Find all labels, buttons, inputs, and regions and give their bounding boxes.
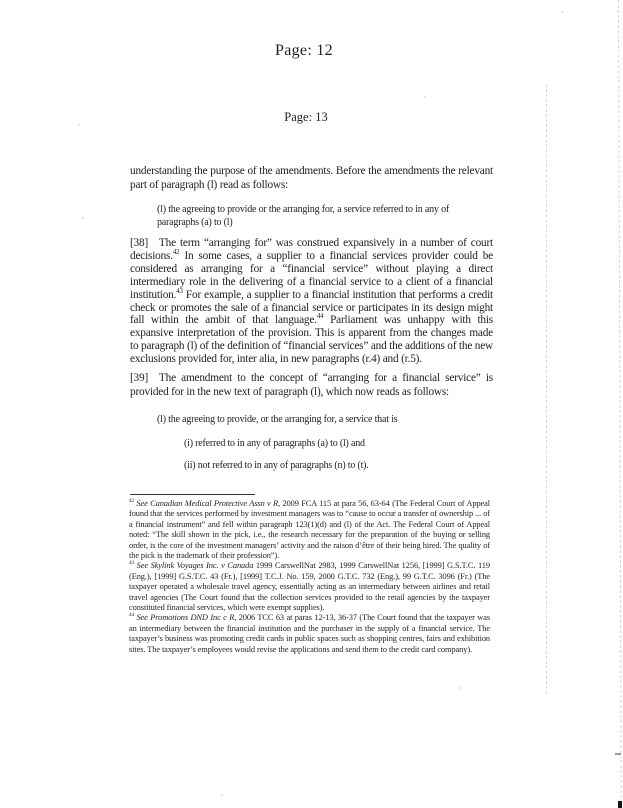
footnote-44: $^{44}$ See Promotions DND Inc c R, 2006 TCC 63 at paras 12-13, 36-37 (The Court found that the taxpayer was an intermediary between the financial institution and the purchaser in the supply of a financial service. The taxpayer’s business was promoting credit cards in public spaces such as shopping centres, fairs and exhibition sites. The taxpayer’s employees would revise the applications and send them to the credit card company).	[129, 612, 490, 654]
footnotes-block	[129, 499, 490, 655]
footnote-42: $^{42}$ See Canadian Medical Protective Assn v R, 2009 FCA 115 at para 56, 63-64 (The Federal Court of Appeal found that the services performed by investment managers was to “cause to occur a transfer of ownership ... of a financial instrument” and fell within paragraph 123(1)(d) and (l) of the Act. The Federal Court of Appeal noted: “The skill shown in the pick, i.e., the research necessary for the preparation of the buying or selling order, is the core of the investment managers’ activity and the raison d’être of their being hired. The quality of the pick is the trademark of their profession”).	[129, 498, 490, 561]
blockquote-subparagraph-i: (i) referred to in any of paragraphs (a) to (l) and	[184, 438, 365, 449]
page-13-header: Page: 13	[284, 110, 328, 124]
page-12-header: Page: 12	[275, 42, 333, 59]
scan-speck	[82, 217, 84, 219]
scan-speck	[460, 687, 462, 689]
paragraph-38: [38] The term “arranging for” was construed expansively in a number of court decisions.$^{42}$ In some cases, a supplier to a financial services provider could be considered as arranging for a “financial service” without playing a direct intermediary role in the delivering of a financial service to a client of a financial institution.$^{43}$ For example, a supplier to a financial institution that performs a credit check or promotes the sale of a financial service or participates in its design might fall within the ambit of that language.$^{44}$ Parliament was unhappy with this expansive interpretation of the provision. This is apparent from the changes made to paragraph (l) of the definition of “financial services” and the additions of the new exclusions provided for, inter alia, in new paragraphs (r.4) and (r.5).	[130, 237, 493, 366]
scan-edge-line-right	[618, 0, 622, 808]
scan-dash-artifact	[615, 753, 621, 755]
scan-corner-artifact	[618, 801, 622, 808]
scan-speck	[561, 11, 563, 13]
blockquote-subparagraph-ii: (ii) not referred to in any of paragraphs (n) to (t).	[184, 460, 369, 471]
blockquote-old-paragraph-l: (l) the agreeing to provide or the arranging for, a service referred to in any of paragraphs (a) to (l)	[157, 204, 449, 229]
scan-speck	[424, 96, 426, 98]
scan-speck	[78, 124, 80, 126]
blockquote-new-paragraph-l: (l) the agreeing to provide, or the arranging for, a service that is	[157, 414, 398, 425]
footnote-separator-rule	[130, 494, 255, 495]
scan-edge-line-left	[546, 84, 547, 694]
footnote-43: $^{43}$ See Skylink Voyages Inc. v Canada 1999 CarswellNat 2983, 1999 CarswellNat 1256, [1999] G.S.T.C. 119 (Eng.), [1999] G.S.T.C. 43 (Fr.), [1999] T.C.J. No. 159, 2000 G.T.C. 732 (Eng.), 99 G.T.C. 3096 (Fr.) (The taxpayer operated a wholesale travel agency, essentially acting as an intermediary between airlines and retail travel agencies (The Court found that the collection services provided to the retail agencies by the taxpayer constituted financial services, which were exempt supplies).	[129, 560, 490, 613]
scan-speck	[221, 794, 223, 796]
intro-paragraph: understanding the purpose of the amendments. Before the amendments the relevant part of paragraph (l) read as follows:	[130, 165, 493, 191]
paragraph-39: [39] The amendment to the concept of “arranging for a financial service” is provided for in the new text of paragraph (l), which now reads as follows:	[130, 372, 493, 399]
